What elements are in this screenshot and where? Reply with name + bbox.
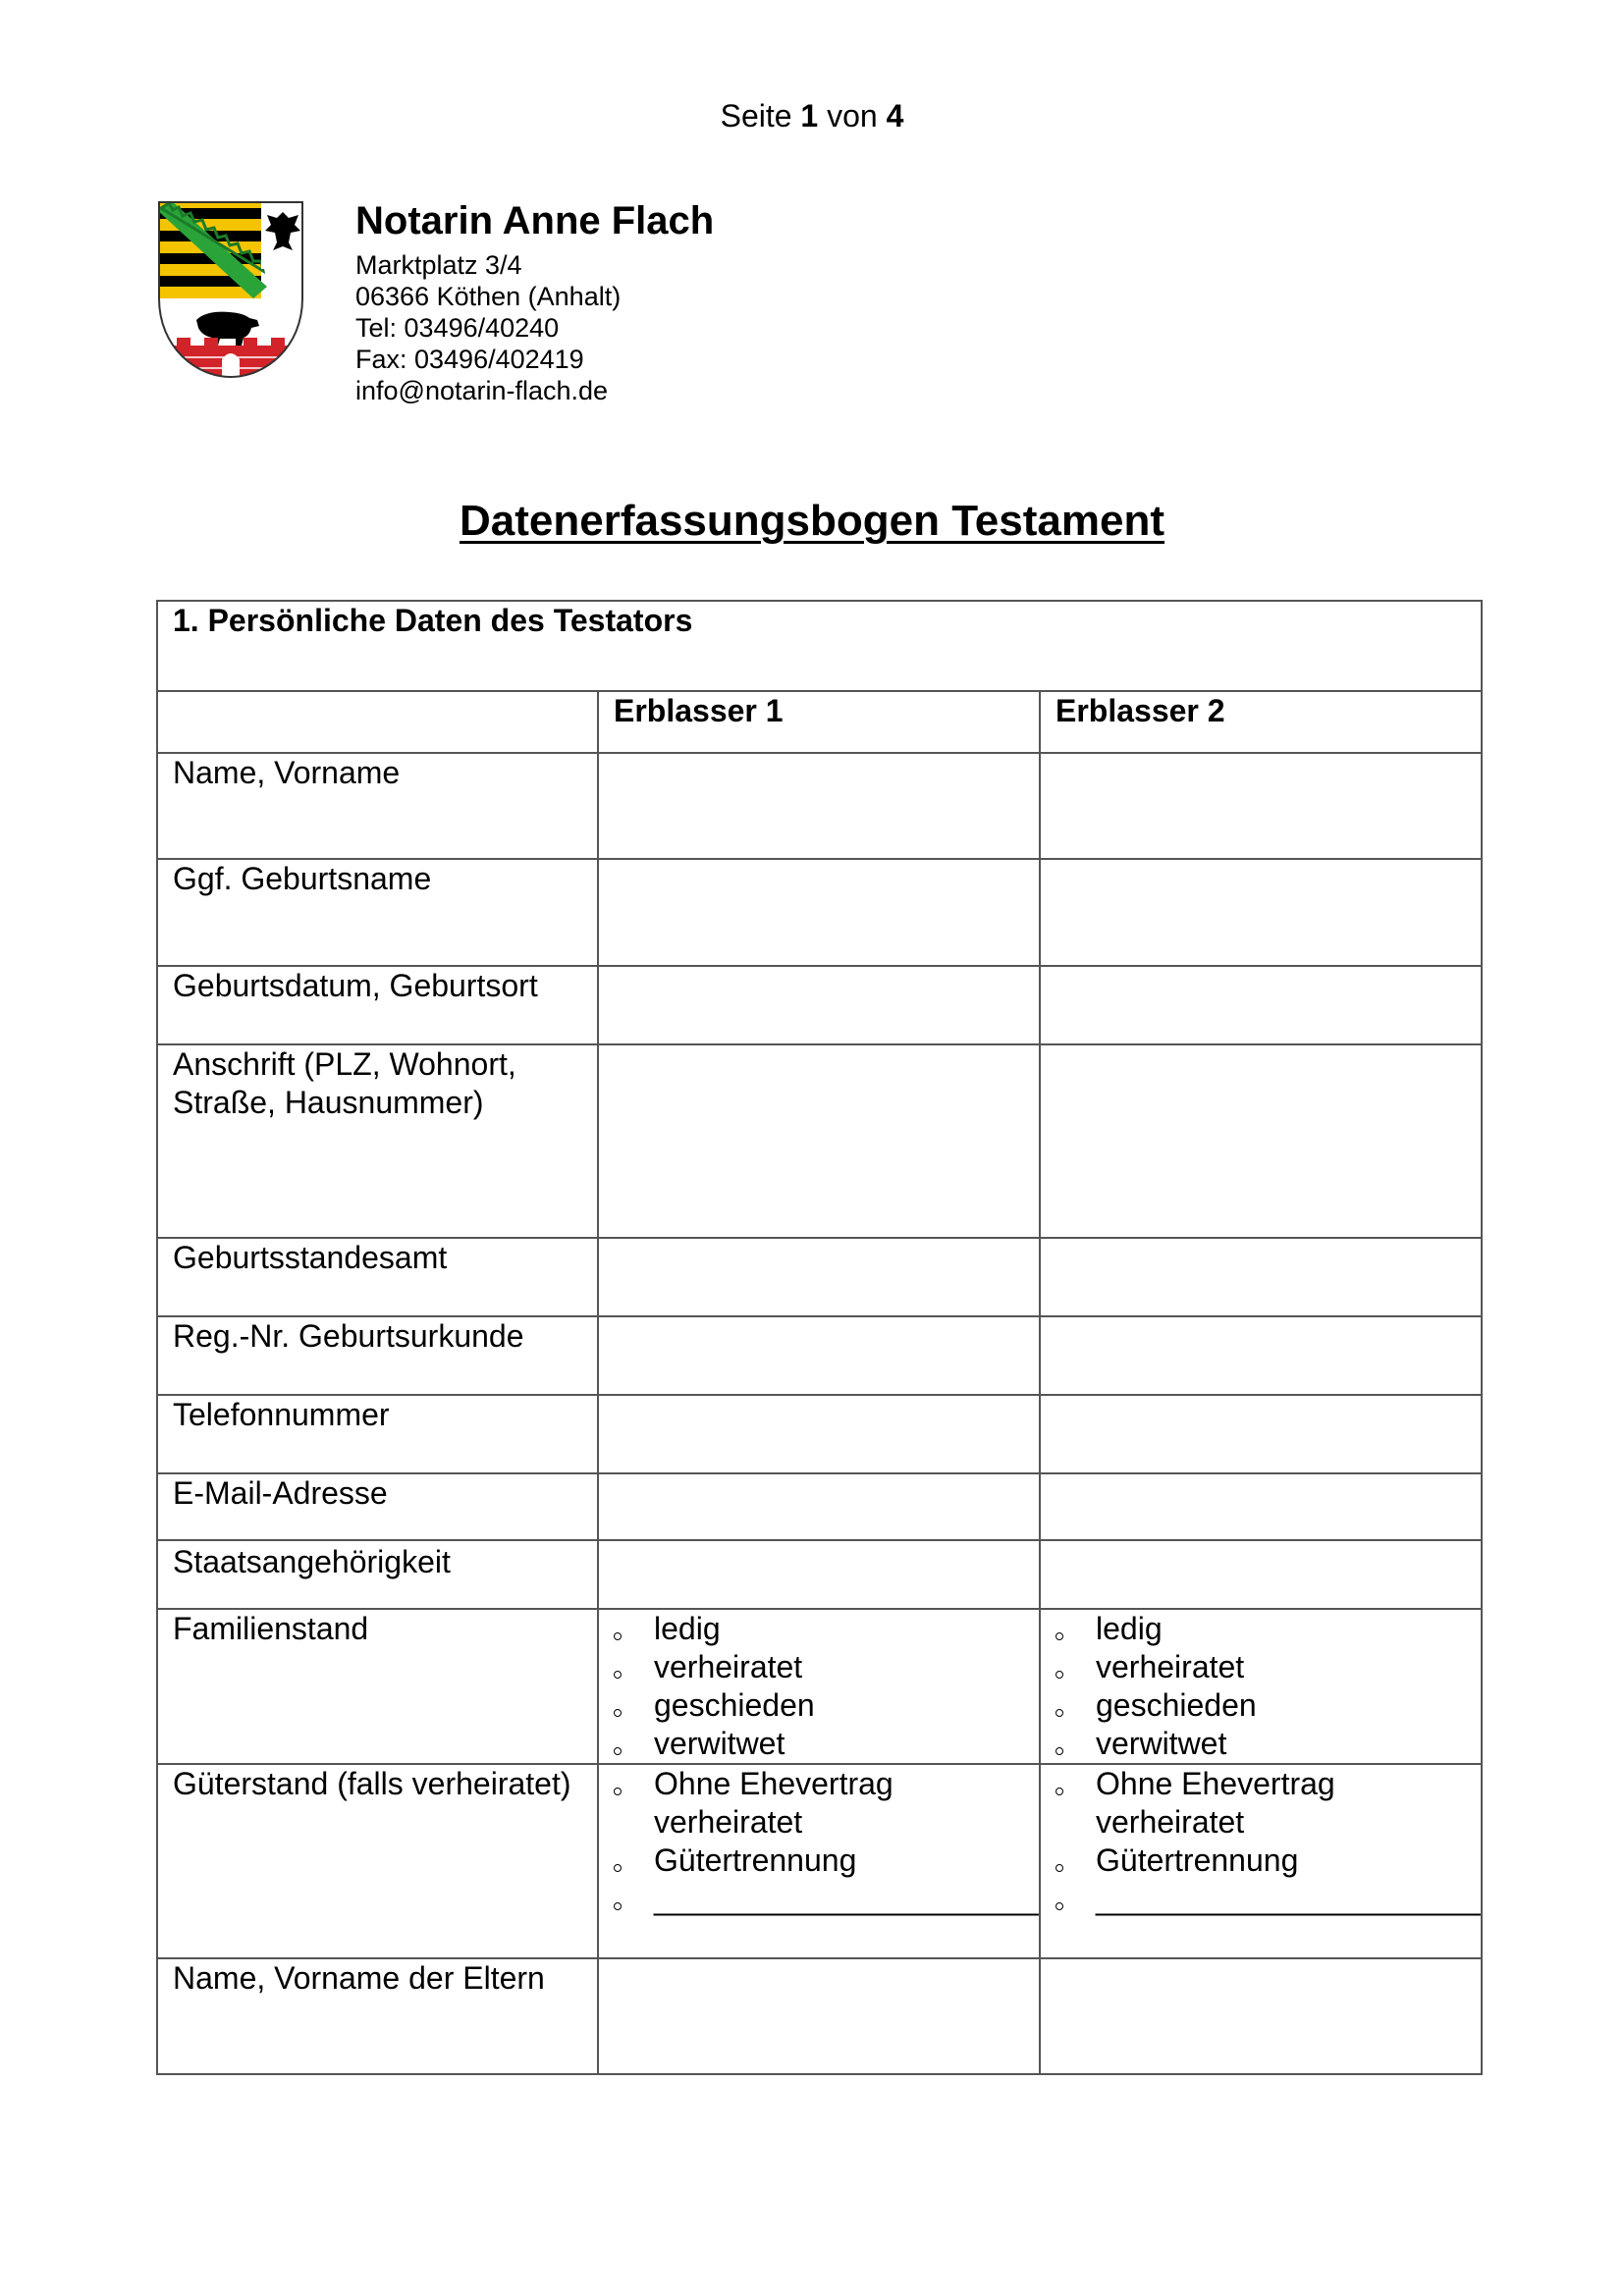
table-row	[157, 1473, 1482, 1540]
radio-circle-icon	[1056, 1632, 1063, 1640]
page-number	[0, 98, 1624, 134]
column-header-empty	[157, 691, 598, 753]
property-regime-options-testator-1	[598, 1764, 1040, 1958]
testator-data-table	[156, 600, 1483, 2075]
row-label-address: Anschrift (PLZ, Wohnort, Straße, Hausnummer)	[157, 1044, 598, 1238]
regime-option-no-prenup-continued: verheiratet	[654, 1804, 803, 1840]
table-row	[157, 753, 1482, 859]
radio-circle-icon	[1056, 1788, 1063, 1795]
radio-circle-icon	[614, 1788, 622, 1795]
birth-date-place-field-testator-2[interactable]	[1040, 966, 1482, 1044]
nationality-field-testator-2[interactable]	[1040, 1540, 1482, 1609]
marital-option-married[interactable]: verheiratet	[1056, 1648, 1481, 1686]
letterhead	[355, 196, 714, 406]
marital-option-single[interactable]: ledig	[614, 1610, 1039, 1648]
section-heading: 1. Persönliche Daten des Testators	[157, 601, 1482, 691]
regime-option-no-prenup-continued: verheiratet	[1096, 1804, 1245, 1840]
birth-certificate-number-field-testator-1[interactable]	[598, 1316, 1040, 1395]
radio-circle-icon	[614, 1902, 622, 1910]
document-title: Datenerfassungsbogen Testament	[459, 497, 1164, 545]
page-number-prefix: Seite	[720, 98, 792, 133]
column-header-testator-2: Erblasser 2	[1040, 691, 1482, 753]
birth-date-place-field-testator-1[interactable]	[598, 966, 1040, 1044]
name-field-testator-2[interactable]	[1040, 753, 1482, 859]
radio-circle-icon	[1056, 1709, 1063, 1717]
row-label-name: Name, Vorname	[157, 753, 598, 859]
address-street: Marktplatz 3/4	[355, 250, 522, 280]
radio-circle-icon	[1056, 1747, 1063, 1755]
radio-circle-icon	[1056, 1671, 1063, 1679]
table-row	[157, 1238, 1482, 1316]
radio-circle-icon	[614, 1864, 622, 1872]
page-number-middle: von	[827, 98, 878, 133]
row-label-email: E-Mail-Adresse	[157, 1473, 598, 1540]
property-regime-options-testator-2	[1040, 1764, 1482, 1958]
birth-certificate-number-field-testator-2[interactable]	[1040, 1316, 1482, 1395]
row-label-marital-status: Familienstand	[157, 1609, 598, 1764]
email-field-testator-1[interactable]	[598, 1473, 1040, 1540]
marital-status-options-testator-1	[598, 1609, 1040, 1764]
nationality-field-testator-1[interactable]	[598, 1540, 1040, 1609]
section-heading-row	[157, 601, 1482, 691]
address-city: 06366 Köthen (Anhalt)	[355, 282, 622, 311]
radio-circle-icon	[614, 1632, 622, 1640]
row-label-nationality: Staatsangehörigkeit	[157, 1540, 598, 1609]
regime-option-other-blank[interactable]: ______________________	[614, 1880, 1039, 1918]
marital-option-divorced[interactable]: geschieden	[614, 1686, 1039, 1725]
table-row	[157, 1044, 1482, 1238]
phone-field-testator-1[interactable]	[598, 1395, 1040, 1473]
marital-option-single[interactable]: ledig	[1056, 1610, 1481, 1648]
table-row	[157, 966, 1482, 1044]
parents-names-field-testator-2[interactable]	[1040, 1958, 1482, 2074]
notary-name: Notarin Anne Flach	[355, 199, 715, 242]
row-label-birth-certificate-number: Reg.-Nr. Geburtsurkunde	[157, 1316, 598, 1395]
address-field-testator-1[interactable]	[598, 1044, 1040, 1238]
table-row	[157, 1764, 1482, 1958]
row-label-birth-name: Ggf. Geburtsname	[157, 859, 598, 966]
birth-registry-field-testator-2[interactable]	[1040, 1238, 1482, 1316]
regime-option-separation[interactable]: Gütertrennung	[1056, 1842, 1481, 1880]
marital-option-widowed[interactable]: verwitwet	[614, 1725, 1039, 1763]
table-row	[157, 1540, 1482, 1609]
column-header-row	[157, 691, 1482, 753]
regime-option-no-prenup[interactable]: Ohne Ehevertrag	[1056, 1765, 1481, 1803]
phone-field-testator-2[interactable]	[1040, 1395, 1482, 1473]
row-label-parents-names: Name, Vorname der Eltern	[157, 1958, 598, 2074]
name-field-testator-1[interactable]	[598, 753, 1040, 859]
birth-name-field-testator-2[interactable]	[1040, 859, 1482, 966]
marital-option-widowed[interactable]: verwitwet	[1056, 1725, 1481, 1763]
row-label-birth-registry: Geburtsstandesamt	[157, 1238, 598, 1316]
row-label-property-regime: Güterstand (falls verheiratet)	[157, 1764, 598, 1958]
row-label-phone: Telefonnummer	[157, 1395, 598, 1473]
page-number-total: 4	[886, 98, 904, 133]
marital-status-options-testator-2	[1040, 1609, 1482, 1764]
parents-names-field-testator-1[interactable]	[598, 1958, 1040, 2074]
coat-of-arms-icon	[157, 200, 304, 379]
table-row	[157, 1958, 1482, 2074]
table-row	[157, 1316, 1482, 1395]
radio-circle-icon	[614, 1709, 622, 1717]
radio-circle-icon	[614, 1671, 622, 1679]
address-phone: Tel: 03496/40240	[355, 313, 560, 343]
regime-option-other-blank[interactable]: ______________________	[1056, 1880, 1481, 1918]
birth-registry-field-testator-1[interactable]	[598, 1238, 1040, 1316]
marital-option-divorced[interactable]: geschieden	[1056, 1686, 1481, 1725]
address-fax: Fax: 03496/402419	[355, 345, 584, 374]
marital-option-married[interactable]: verheiratet	[614, 1648, 1039, 1686]
page-number-current: 1	[800, 98, 819, 133]
regime-option-no-prenup[interactable]: Ohne Ehevertrag	[614, 1765, 1039, 1803]
regime-option-separation[interactable]: Gütertrennung	[614, 1842, 1039, 1880]
table-row	[157, 1609, 1482, 1764]
address-email: info@notarin-flach.de	[355, 376, 609, 405]
radio-circle-icon	[614, 1747, 622, 1755]
email-field-testator-2[interactable]	[1040, 1473, 1482, 1540]
radio-circle-icon	[1056, 1902, 1063, 1910]
table-row	[157, 1395, 1482, 1473]
birth-name-field-testator-1[interactable]	[598, 859, 1040, 966]
row-label-birth-date-place: Geburtsdatum, Geburtsort	[157, 966, 598, 1044]
radio-circle-icon	[1056, 1864, 1063, 1872]
table-row	[157, 859, 1482, 966]
address-field-testator-2[interactable]	[1040, 1044, 1482, 1238]
column-header-testator-1: Erblasser 1	[598, 691, 1040, 753]
